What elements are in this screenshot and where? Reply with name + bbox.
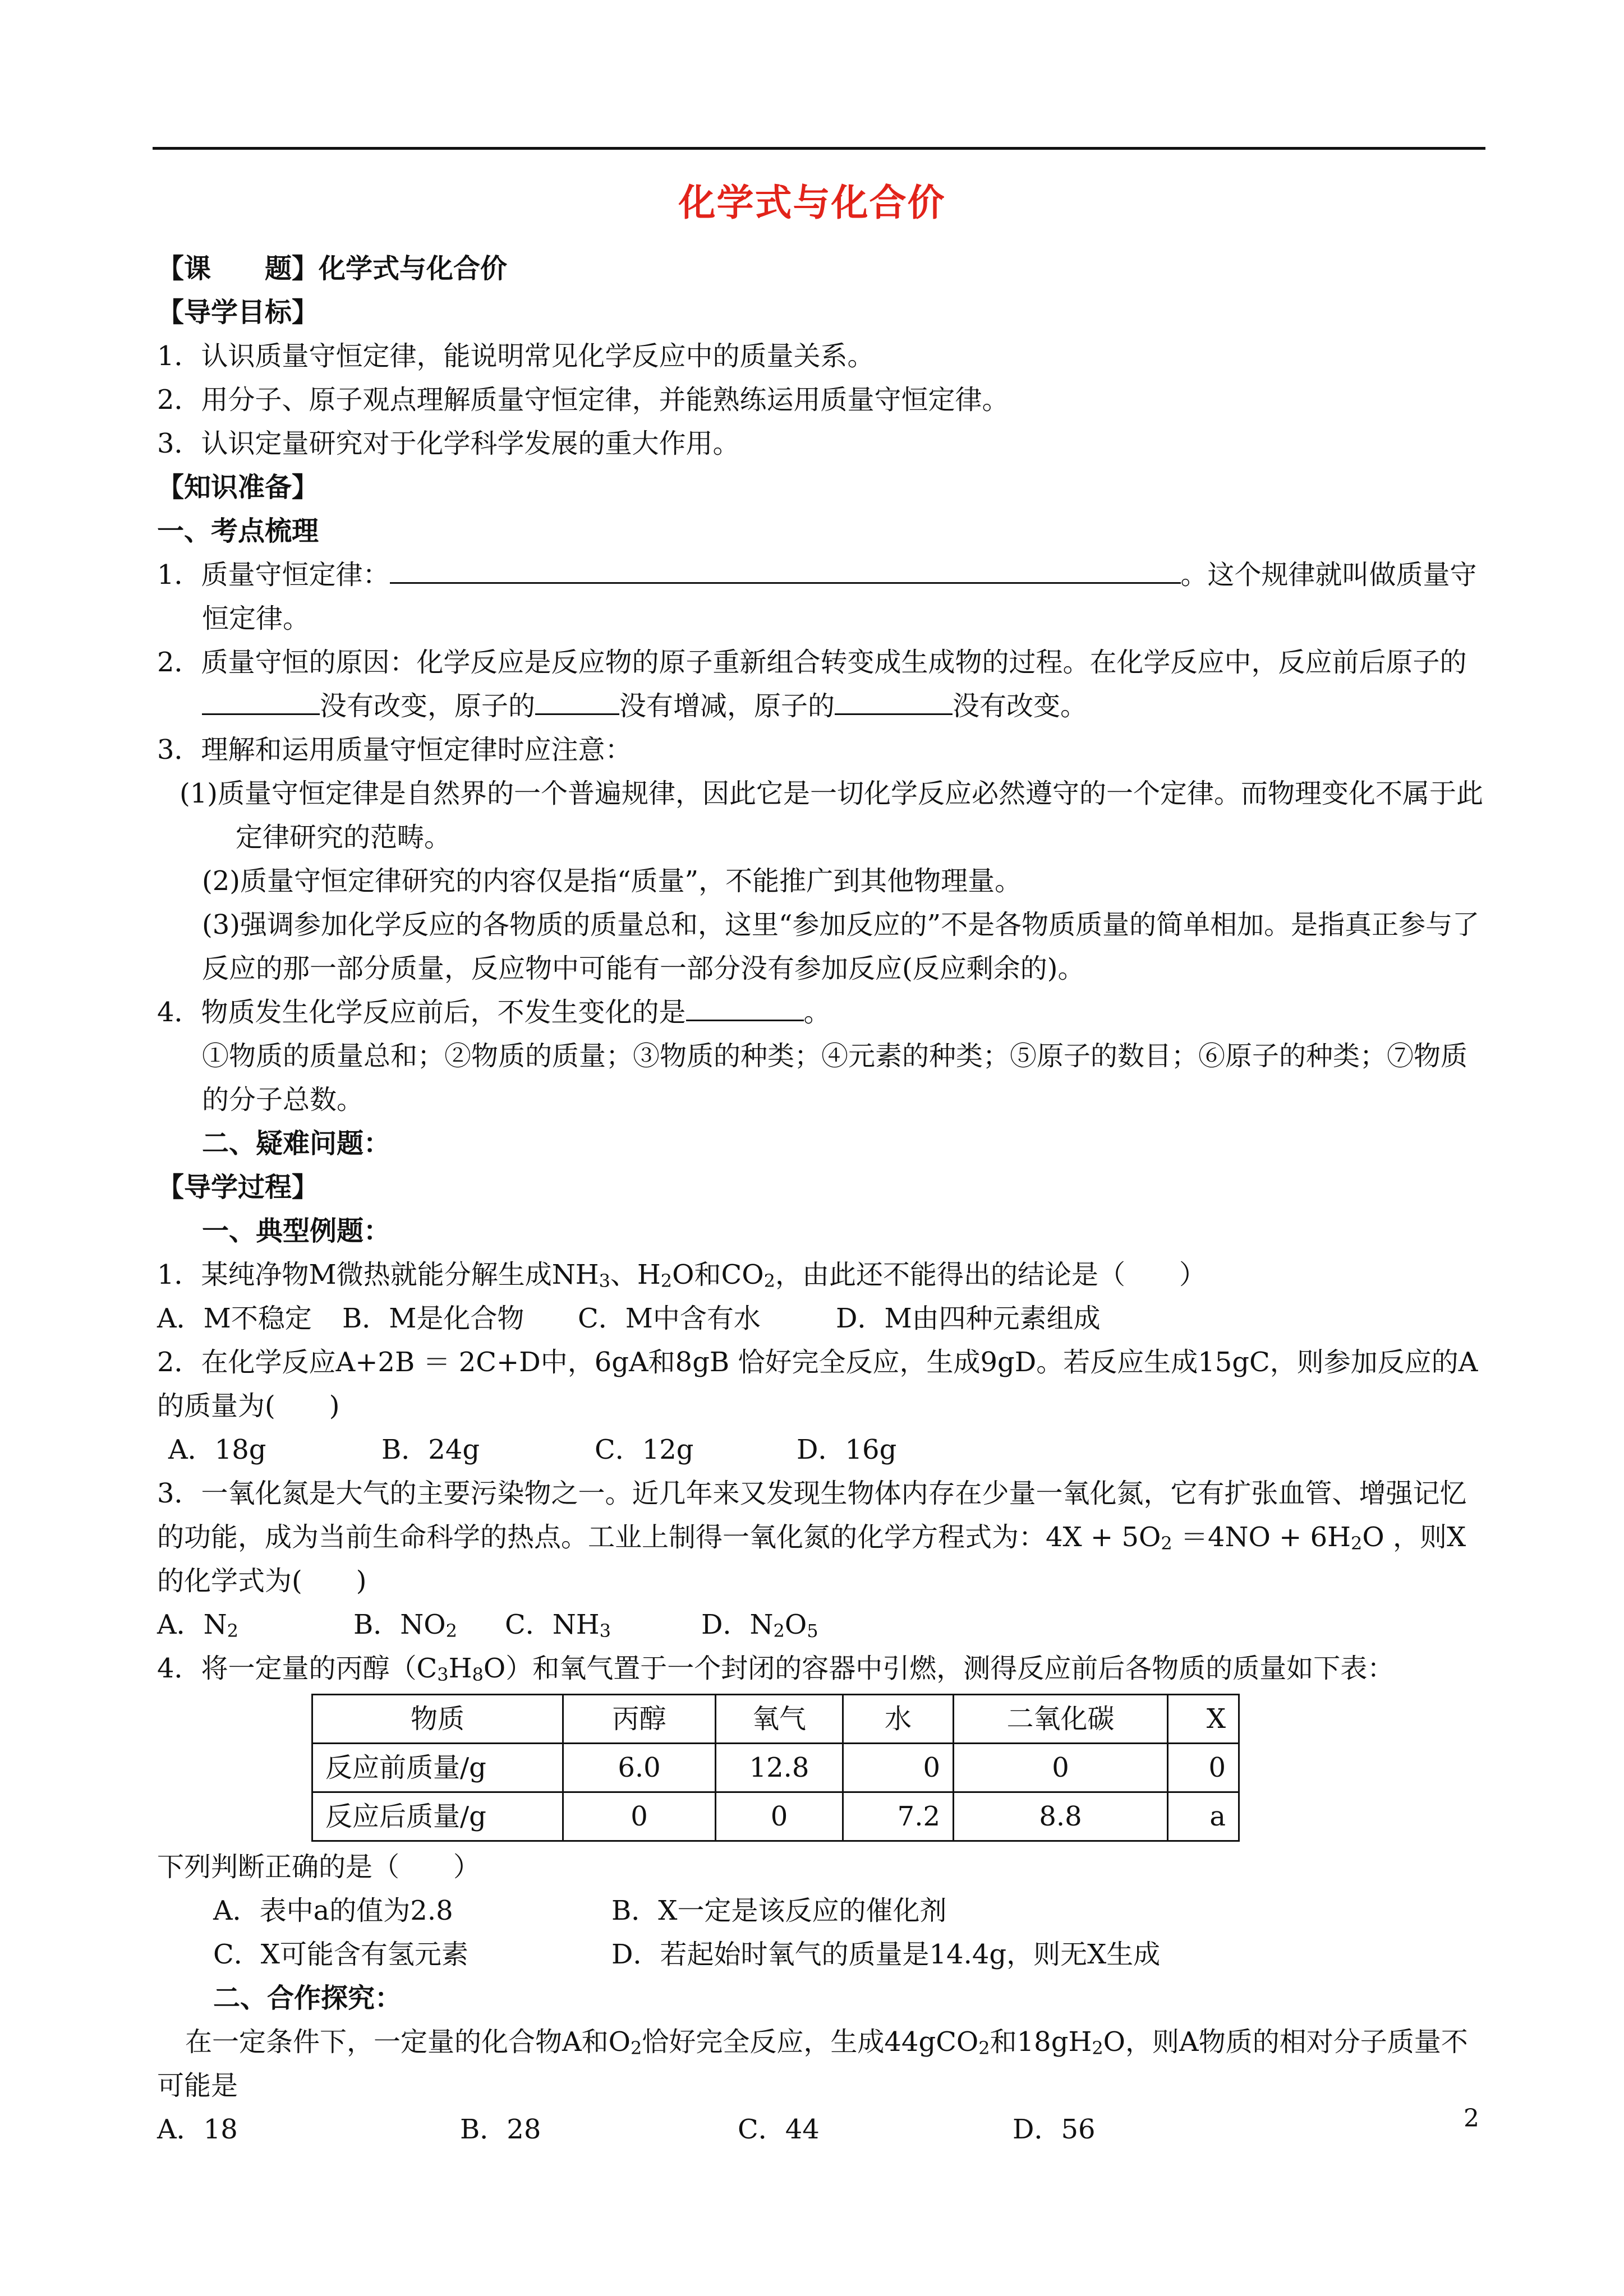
subscript: 3 [437, 1664, 449, 1685]
table-header-cell: 二氧化碳 [954, 1695, 1168, 1744]
table-cell: 6.0 [563, 1744, 716, 1792]
q1-text: O和CO [672, 1259, 764, 1290]
lesson-title: 化学式与化合价 [319, 253, 508, 284]
q1-text: 1．某纯净物M微热就能分解生成NH [157, 1259, 599, 1290]
point-3-item: (3)强调参加化学反应的各物质的质量总和，这里“参加反应的”不是各物质质量的简单相加。是指真正参与了反应的那一部分质量，反应物中可能有一部分没有参加反应(反应剩余的)。 [202, 909, 1480, 984]
table-cell: 7.2 [843, 1792, 954, 1841]
q4-text: O）和氧气置于一个封闭的容器中引燃，测得反应前后各物质的质量如下表： [483, 1653, 1395, 1684]
question-2: 2．在化学反应A+2B ＝ 2C+D中，6gA和8gB 恰好完全反应，生成9gD。若反应生成15gC，则参加反应的A的质量为( ) [157, 1347, 1478, 1422]
point-2-text: 2．质量守恒的原因：化学反应是反应物的原子重新组合转变成生成物的过程。在化学反应中，反应前后原子的 [157, 647, 1467, 678]
lesson-label: 【课 题】 [157, 253, 319, 284]
option-c[interactable]: C．M中含有水 [578, 1303, 761, 1334]
subscript: 2 [1161, 1533, 1172, 1554]
point-2-text: 没有增减，原子的 [619, 690, 835, 722]
option-c[interactable]: C．12g [595, 1434, 694, 1465]
question-3 [157, 1472, 1487, 1603]
option-b[interactable] [353, 1603, 505, 1647]
point-1 [157, 553, 1487, 640]
point-2-text: 没有改变，原子的 [320, 690, 536, 722]
option-text: C．NH [505, 1609, 600, 1640]
subscript: 2 [1351, 1533, 1363, 1554]
goal-item: 2．用分子、原子观点理解质量守恒定律，并能熟练运用质量守恒定律。 [157, 384, 1009, 416]
lesson-line [157, 247, 1487, 291]
table-cell: 12.8 [716, 1744, 843, 1792]
subscript: 2 [631, 2037, 642, 2059]
option-a[interactable]: A．M不稳定 [157, 1303, 312, 1334]
option-a[interactable]: A．18 [157, 2114, 238, 2145]
table-header-cell: 丙醇 [563, 1695, 716, 1744]
q4-options-row2 [157, 1933, 1487, 1976]
q3-text: O ，则X的化学式为( ) [157, 1522, 1466, 1597]
point-4-prefix: 4．物质发生化学反应前后，不发生变化的是 [157, 997, 686, 1028]
option-b[interactable]: B．28 [460, 2114, 541, 2145]
table-header-cell: 物质 [312, 1695, 563, 1744]
goals-header: 【导学目标】 [157, 297, 319, 328]
table-row [312, 1792, 1239, 1841]
q3-text: 3．一氧化氮是大气的主要污染物之一。近几年来又发现生物体内存在少量一氧化氮，它有扩张血管、增强记忆的功能，成为当前生命科学的热点。工业上制得一氧化氮的化学方程式为：4X + 5O [157, 1478, 1467, 1553]
q1-text: ，由此还不能得出的结论是（ ） [775, 1259, 1206, 1290]
coop-question [157, 2020, 1487, 2108]
table-cell: 0 [843, 1744, 954, 1792]
q1-text: 、H [610, 1259, 661, 1290]
question-1 [157, 1253, 1487, 1297]
option-text: B．NO [353, 1609, 446, 1640]
option-text: O [784, 1609, 807, 1640]
option-a[interactable]: A．18g [168, 1434, 266, 1465]
q4-options-row1 [157, 1889, 1487, 1933]
coop-text: 恰好完全反应，生成44gCO [642, 2026, 979, 2058]
table-cell: 0 [954, 1744, 1168, 1792]
subscript: 2 [660, 1270, 673, 1292]
point-3-item: (1)质量守恒定律是自然界的一个普遍规律，因此它是一切化学反应必然遵守的一个定律。而物理变化不属于此定律研究的范畴。 [180, 778, 1483, 853]
subscript: 2 [763, 1270, 775, 1292]
fill-blank[interactable] [390, 556, 1181, 584]
option-a[interactable] [157, 1603, 353, 1647]
table-row [312, 1744, 1239, 1792]
page-number: 2 [1464, 2104, 1479, 2133]
table-cell: 反应后质量/g [312, 1792, 563, 1841]
document-body [157, 247, 1487, 2151]
option-b[interactable]: B．M是化合物 [342, 1303, 525, 1334]
coop-text: 在一定条件下，一定量的化合物A和O [185, 2026, 631, 2058]
mass-table [311, 1694, 1240, 1842]
goal-item: 3．认识定量研究对于化学科学发展的重大作用。 [157, 428, 740, 459]
table-header-cell: 水 [843, 1695, 954, 1744]
option-text: D．N [701, 1609, 774, 1640]
section-header: 二、合作探究： [213, 1983, 402, 2014]
prep-header: 【知识准备】 [157, 472, 319, 503]
coop-text: O，则A物质的相对分子质量不可能是 [157, 2026, 1468, 2101]
page-title: 化学式与化合价 [678, 181, 946, 224]
point-4 [157, 990, 1487, 1034]
option-c[interactable]: C．44 [738, 2114, 820, 2145]
q4-text: 4．将一定量的丙醇（C [157, 1653, 438, 1684]
subscript: 3 [599, 1620, 611, 1642]
table-cell: 8.8 [954, 1792, 1168, 1841]
point-3-intro: 3．理解和运用质量守恒定律时应注意： [157, 734, 632, 766]
option-b[interactable]: B．X一定是该反应的催化剂 [611, 1895, 947, 1926]
table-cell: 0 [1168, 1744, 1239, 1792]
table-cell: 0 [563, 1792, 716, 1841]
fill-blank[interactable] [202, 688, 320, 715]
q4-prompt: 下列判断正确的是（ ） [157, 1851, 481, 1883]
option-d[interactable]: D．M由四种元素组成 [836, 1303, 1101, 1334]
subscript: 5 [807, 1620, 818, 1642]
table-cell: a [1168, 1792, 1239, 1841]
q1-options [157, 1297, 1487, 1340]
table-header-cell: X [1168, 1695, 1239, 1744]
subscript: 2 [227, 1620, 239, 1642]
subscript: 2 [1092, 2037, 1103, 2059]
fill-blank[interactable] [835, 688, 953, 715]
header-rule [153, 147, 1485, 150]
fill-blank[interactable] [535, 688, 619, 715]
option-c[interactable]: C．X可能含有氢元素 [213, 1939, 468, 1970]
table-header-row [312, 1695, 1239, 1744]
point-1-suffix: 。这个规律就叫做质量守恒定律。 [202, 559, 1477, 634]
process-header: 【导学过程】 [157, 1172, 319, 1203]
option-c[interactable] [505, 1603, 701, 1647]
section-header: 一、考点梳理 [157, 515, 319, 547]
point-4-options: ①物质的质量总和；②物质的质量；③物质的种类；④元素的种类；⑤原子的数目；⑥原子的种类；⑦物质的分子总数。 [202, 1040, 1468, 1115]
section-header: 二、疑难问题： [202, 1128, 391, 1159]
goal-item: 1．认识质量守恒定律，能说明常见化学反应中的质量关系。 [157, 340, 875, 372]
q3-text: ＝4NO + 6H [1172, 1522, 1351, 1553]
q2-options [157, 1428, 1487, 1472]
option-text: A．N [157, 1609, 227, 1640]
option-d[interactable] [701, 1603, 818, 1647]
option-a[interactable]: A．表中a的值为2.8 [213, 1895, 453, 1926]
option-d[interactable]: D．56 [1013, 2114, 1096, 2145]
coop-options [157, 2108, 1487, 2151]
subscript: 8 [472, 1664, 484, 1685]
subscript: 2 [445, 1620, 457, 1642]
q4-text: H [448, 1653, 472, 1684]
table-header-cell: 氧气 [716, 1695, 843, 1744]
question-4 [157, 1647, 1487, 1690]
section-header: 一、典型例题： [202, 1215, 391, 1247]
fill-blank[interactable] [686, 994, 804, 1021]
point-4-suffix: 。 [803, 997, 831, 1028]
subscript: 3 [599, 1270, 610, 1292]
point-1-prefix: 1．质量守恒定律： [157, 559, 390, 591]
point-3-item: (2)质量守恒定律研究的内容仅是指“质量”，不能推广到其他物理量。 [202, 865, 1022, 897]
subscript: 2 [978, 2037, 990, 2059]
point-2-text: 没有改变。 [953, 690, 1088, 722]
option-d[interactable]: D．16g [797, 1434, 897, 1465]
option-b[interactable]: B．24g [381, 1434, 480, 1465]
table-cell: 反应前质量/g [312, 1744, 563, 1792]
coop-text: 和18gH [990, 2026, 1092, 2058]
subscript: 2 [773, 1620, 785, 1642]
q3-options [157, 1603, 1487, 1647]
point-2 [157, 640, 1487, 728]
option-d[interactable]: D．若起始时氧气的质量是14.4g，则无X生成 [611, 1939, 1161, 1970]
table-cell: 0 [716, 1792, 843, 1841]
